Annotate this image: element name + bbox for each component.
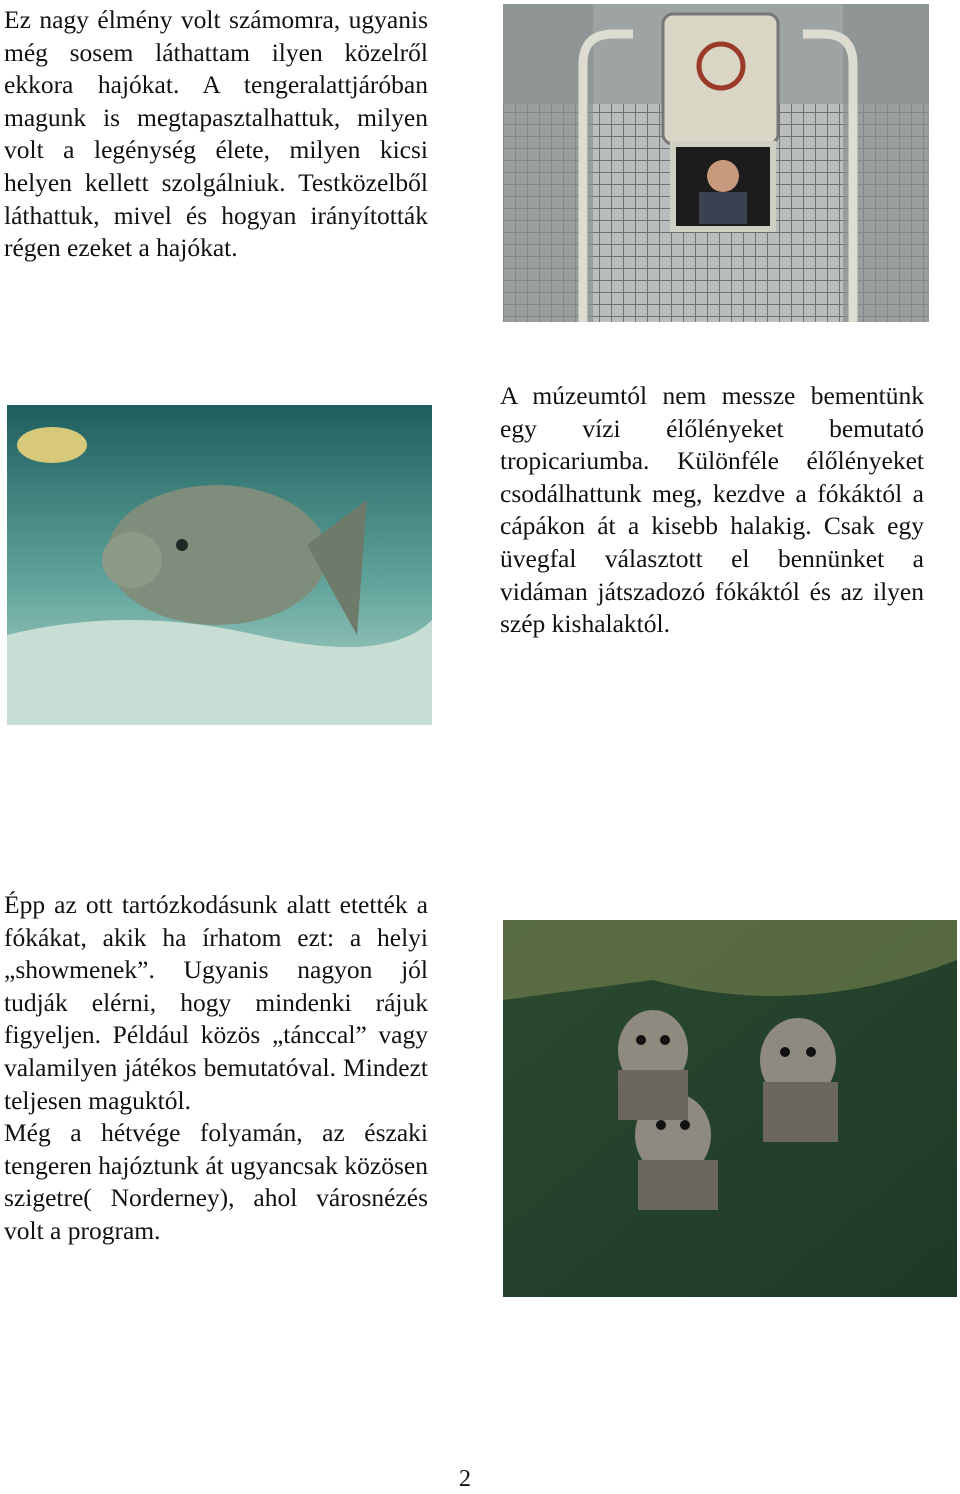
paragraph-submarine: Ez nagy élmény volt számomra, ugyanis még sosem láthattam ilyen közelről ekkora hajókat. A tengeralattjáróban magunk is megtapasztalhattuk, milyen volt a legénység élete, milyen kicsi helyen kellett szolgálniuk. Testközelből láthattuk, mivel és hogyan irányították régen ezeket a hajókat. xyxy=(4,5,428,263)
text-block-seals xyxy=(4,889,428,1248)
submarine-hatch-photo xyxy=(503,4,929,322)
seals-photo xyxy=(503,920,957,1297)
paragraph-island: Még a hétvége folyamán, az északi tengeren hajóztunk át ugyancsak közösen szigetre( Norderney), ahol városnézés volt a program. xyxy=(4,1118,428,1245)
paragraph-aquarium: A múzeumtól nem messze bementünk egy vízi élőlényeket bemutató tropicariumba. Különféle élőlényeket csodálhattunk meg, kezdve a fókáktól a cápákon át a kisebb halakig. Csak egy üvegfal választott el bennünket a vidáman játszadozó fókáktól és az ilyen szép kishalaktól. xyxy=(500,381,924,639)
paragraph-seals: Épp az ott tartózkodásunk alatt etették a fókákat, akik ha írhatom ezt: a helyi „showmenek”. Ugyanis nagyon jól tudják elérni, hogy mindenki rájuk figyeljen. Például közös „tánccal” vagy valamilyen játékos bemutatóval. Mindezt teljesen maguktól. xyxy=(4,890,428,1115)
aquarium-fish-photo xyxy=(7,405,432,725)
page-number: 2 xyxy=(459,1466,471,1492)
